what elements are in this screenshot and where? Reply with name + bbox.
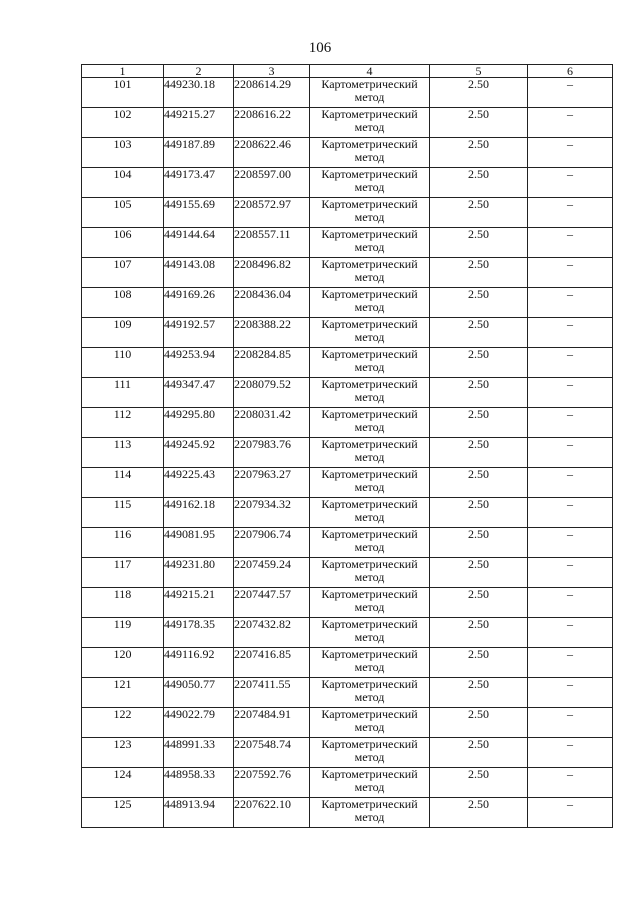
description-cell: – (528, 798, 613, 828)
method-cell: Картометрический метод (310, 378, 430, 408)
method-cell: Картометрический метод (310, 78, 430, 108)
table-row (82, 648, 613, 678)
x-coordinate-cell: 449169.26 (164, 288, 234, 318)
x-coordinate-cell: 449178.35 (164, 618, 234, 648)
table-row (82, 78, 613, 108)
x-coordinate-cell: 449081.95 (164, 528, 234, 558)
accuracy-cell: 2.50 (430, 738, 528, 768)
point-number-cell: 112 (82, 408, 164, 438)
y-coordinate-cell: 2207548.74 (234, 738, 310, 768)
method-cell: Картометрический метод (310, 708, 430, 738)
description-cell: – (528, 498, 613, 528)
method-cell: Картометрический метод (310, 498, 430, 528)
y-coordinate-cell: 2208388.22 (234, 318, 310, 348)
column-header: 3 (234, 65, 310, 78)
table-row (82, 438, 613, 468)
table-row (82, 468, 613, 498)
description-cell: – (528, 768, 613, 798)
accuracy-cell: 2.50 (430, 408, 528, 438)
description-cell: – (528, 228, 613, 258)
point-number-cell: 113 (82, 438, 164, 468)
point-number-cell: 107 (82, 258, 164, 288)
description-cell: – (528, 138, 613, 168)
description-cell: – (528, 378, 613, 408)
method-cell: Картометрический метод (310, 528, 430, 558)
accuracy-cell: 2.50 (430, 768, 528, 798)
description-cell: – (528, 708, 613, 738)
description-cell: – (528, 78, 613, 108)
table-row (82, 498, 613, 528)
table-row (82, 378, 613, 408)
table-row (82, 738, 613, 768)
accuracy-cell: 2.50 (430, 288, 528, 318)
x-coordinate-cell: 449245.92 (164, 438, 234, 468)
y-coordinate-cell: 2207622.10 (234, 798, 310, 828)
method-cell: Картометрический метод (310, 798, 430, 828)
point-number-cell: 115 (82, 498, 164, 528)
y-coordinate-cell: 2207906.74 (234, 528, 310, 558)
table-row (82, 708, 613, 738)
coordinates-table (81, 64, 613, 828)
method-cell: Картометрический метод (310, 738, 430, 768)
y-coordinate-cell: 2208436.04 (234, 288, 310, 318)
y-coordinate-cell: 2207963.27 (234, 468, 310, 498)
y-coordinate-cell: 2207934.32 (234, 498, 310, 528)
accuracy-cell: 2.50 (430, 258, 528, 288)
x-coordinate-cell: 449295.80 (164, 408, 234, 438)
table-row (82, 228, 613, 258)
description-cell: – (528, 618, 613, 648)
table-row (82, 558, 613, 588)
y-coordinate-cell: 2207416.85 (234, 648, 310, 678)
x-coordinate-cell: 449144.64 (164, 228, 234, 258)
accuracy-cell: 2.50 (430, 438, 528, 468)
column-header: 4 (310, 65, 430, 78)
accuracy-cell: 2.50 (430, 498, 528, 528)
description-cell: – (528, 318, 613, 348)
point-number-cell: 103 (82, 138, 164, 168)
description-cell: – (528, 588, 613, 618)
point-number-cell: 121 (82, 678, 164, 708)
table-row (82, 588, 613, 618)
method-cell: Картометрический метод (310, 678, 430, 708)
y-coordinate-cell: 2208622.46 (234, 138, 310, 168)
x-coordinate-cell: 448958.33 (164, 768, 234, 798)
description-cell: – (528, 198, 613, 228)
point-number-cell: 125 (82, 798, 164, 828)
point-number-cell: 110 (82, 348, 164, 378)
accuracy-cell: 2.50 (430, 468, 528, 498)
y-coordinate-cell: 2208572.97 (234, 198, 310, 228)
y-coordinate-cell: 2208614.29 (234, 78, 310, 108)
method-cell: Картометрический метод (310, 348, 430, 378)
table-row (82, 348, 613, 378)
table-row (82, 618, 613, 648)
point-number-cell: 123 (82, 738, 164, 768)
method-cell: Картометрический метод (310, 438, 430, 468)
y-coordinate-cell: 2208284.85 (234, 348, 310, 378)
table-row (82, 318, 613, 348)
table-row (82, 768, 613, 798)
point-number-cell: 105 (82, 198, 164, 228)
method-cell: Картометрический метод (310, 258, 430, 288)
x-coordinate-cell: 449231.80 (164, 558, 234, 588)
accuracy-cell: 2.50 (430, 558, 528, 588)
table-row (82, 408, 613, 438)
accuracy-cell: 2.50 (430, 108, 528, 138)
y-coordinate-cell: 2208557.11 (234, 228, 310, 258)
accuracy-cell: 2.50 (430, 528, 528, 558)
method-cell: Картометрический метод (310, 648, 430, 678)
description-cell: – (528, 258, 613, 288)
method-cell: Картометрический метод (310, 228, 430, 258)
point-number-cell: 124 (82, 768, 164, 798)
table-row (82, 288, 613, 318)
point-number-cell: 111 (82, 378, 164, 408)
y-coordinate-cell: 2208031.42 (234, 408, 310, 438)
table-row (82, 678, 613, 708)
y-coordinate-cell: 2207411.55 (234, 678, 310, 708)
y-coordinate-cell: 2207447.57 (234, 588, 310, 618)
table-row (82, 528, 613, 558)
x-coordinate-cell: 449230.18 (164, 78, 234, 108)
point-number-cell: 116 (82, 528, 164, 558)
x-coordinate-cell: 449050.77 (164, 678, 234, 708)
method-cell: Картометрический метод (310, 618, 430, 648)
method-cell: Картометрический метод (310, 318, 430, 348)
method-cell: Картометрический метод (310, 468, 430, 498)
x-coordinate-cell: 449215.27 (164, 108, 234, 138)
point-number-cell: 102 (82, 108, 164, 138)
point-number-cell: 122 (82, 708, 164, 738)
method-cell: Картометрический метод (310, 198, 430, 228)
table-row (82, 198, 613, 228)
x-coordinate-cell: 449347.47 (164, 378, 234, 408)
column-header: 5 (430, 65, 528, 78)
method-cell: Картометрический метод (310, 768, 430, 798)
description-cell: – (528, 288, 613, 318)
accuracy-cell: 2.50 (430, 588, 528, 618)
method-cell: Картометрический метод (310, 168, 430, 198)
x-coordinate-cell: 449225.43 (164, 468, 234, 498)
point-number-cell: 109 (82, 318, 164, 348)
page-number: 106 (308, 40, 332, 56)
y-coordinate-cell: 2208079.52 (234, 378, 310, 408)
description-cell: – (528, 558, 613, 588)
accuracy-cell: 2.50 (430, 798, 528, 828)
description-cell: – (528, 738, 613, 768)
point-number-cell: 120 (82, 648, 164, 678)
description-cell: – (528, 678, 613, 708)
y-coordinate-cell: 2208496.82 (234, 258, 310, 288)
y-coordinate-cell: 2208597.00 (234, 168, 310, 198)
x-coordinate-cell: 449192.57 (164, 318, 234, 348)
method-cell: Картометрический метод (310, 108, 430, 138)
x-coordinate-cell: 449116.92 (164, 648, 234, 678)
x-coordinate-cell: 448913.94 (164, 798, 234, 828)
description-cell: – (528, 348, 613, 378)
x-coordinate-cell: 449173.47 (164, 168, 234, 198)
x-coordinate-cell: 449162.18 (164, 498, 234, 528)
description-cell: – (528, 408, 613, 438)
method-cell: Картометрический метод (310, 588, 430, 618)
point-number-cell: 106 (82, 228, 164, 258)
point-number-cell: 117 (82, 558, 164, 588)
y-coordinate-cell: 2207459.24 (234, 558, 310, 588)
column-header: 1 (82, 65, 164, 78)
point-number-cell: 104 (82, 168, 164, 198)
x-coordinate-cell: 448991.33 (164, 738, 234, 768)
accuracy-cell: 2.50 (430, 138, 528, 168)
accuracy-cell: 2.50 (430, 708, 528, 738)
accuracy-cell: 2.50 (430, 78, 528, 108)
description-cell: – (528, 108, 613, 138)
method-cell: Картометрический метод (310, 288, 430, 318)
accuracy-cell: 2.50 (430, 198, 528, 228)
x-coordinate-cell: 449143.08 (164, 258, 234, 288)
point-number-cell: 114 (82, 468, 164, 498)
column-header: 6 (528, 65, 613, 78)
y-coordinate-cell: 2207592.76 (234, 768, 310, 798)
y-coordinate-cell: 2207432.82 (234, 618, 310, 648)
table-header-row (82, 65, 613, 78)
x-coordinate-cell: 449022.79 (164, 708, 234, 738)
accuracy-cell: 2.50 (430, 378, 528, 408)
x-coordinate-cell: 449215.21 (164, 588, 234, 618)
accuracy-cell: 2.50 (430, 618, 528, 648)
accuracy-cell: 2.50 (430, 678, 528, 708)
table-row (82, 168, 613, 198)
table-row (82, 258, 613, 288)
x-coordinate-cell: 449187.89 (164, 138, 234, 168)
accuracy-cell: 2.50 (430, 168, 528, 198)
accuracy-cell: 2.50 (430, 348, 528, 378)
method-cell: Картометрический метод (310, 558, 430, 588)
x-coordinate-cell: 449253.94 (164, 348, 234, 378)
y-coordinate-cell: 2207983.76 (234, 438, 310, 468)
point-number-cell: 119 (82, 618, 164, 648)
description-cell: – (528, 468, 613, 498)
description-cell: – (528, 648, 613, 678)
accuracy-cell: 2.50 (430, 318, 528, 348)
description-cell: – (528, 528, 613, 558)
y-coordinate-cell: 2208616.22 (234, 108, 310, 138)
method-cell: Картометрический метод (310, 408, 430, 438)
column-header: 2 (164, 65, 234, 78)
point-number-cell: 101 (82, 78, 164, 108)
point-number-cell: 118 (82, 588, 164, 618)
table-row (82, 138, 613, 168)
table-row (82, 798, 613, 828)
description-cell: – (528, 168, 613, 198)
point-number-cell: 108 (82, 288, 164, 318)
accuracy-cell: 2.50 (430, 648, 528, 678)
y-coordinate-cell: 2207484.91 (234, 708, 310, 738)
accuracy-cell: 2.50 (430, 228, 528, 258)
description-cell: – (528, 438, 613, 468)
x-coordinate-cell: 449155.69 (164, 198, 234, 228)
method-cell: Картометрический метод (310, 138, 430, 168)
table-row (82, 108, 613, 138)
